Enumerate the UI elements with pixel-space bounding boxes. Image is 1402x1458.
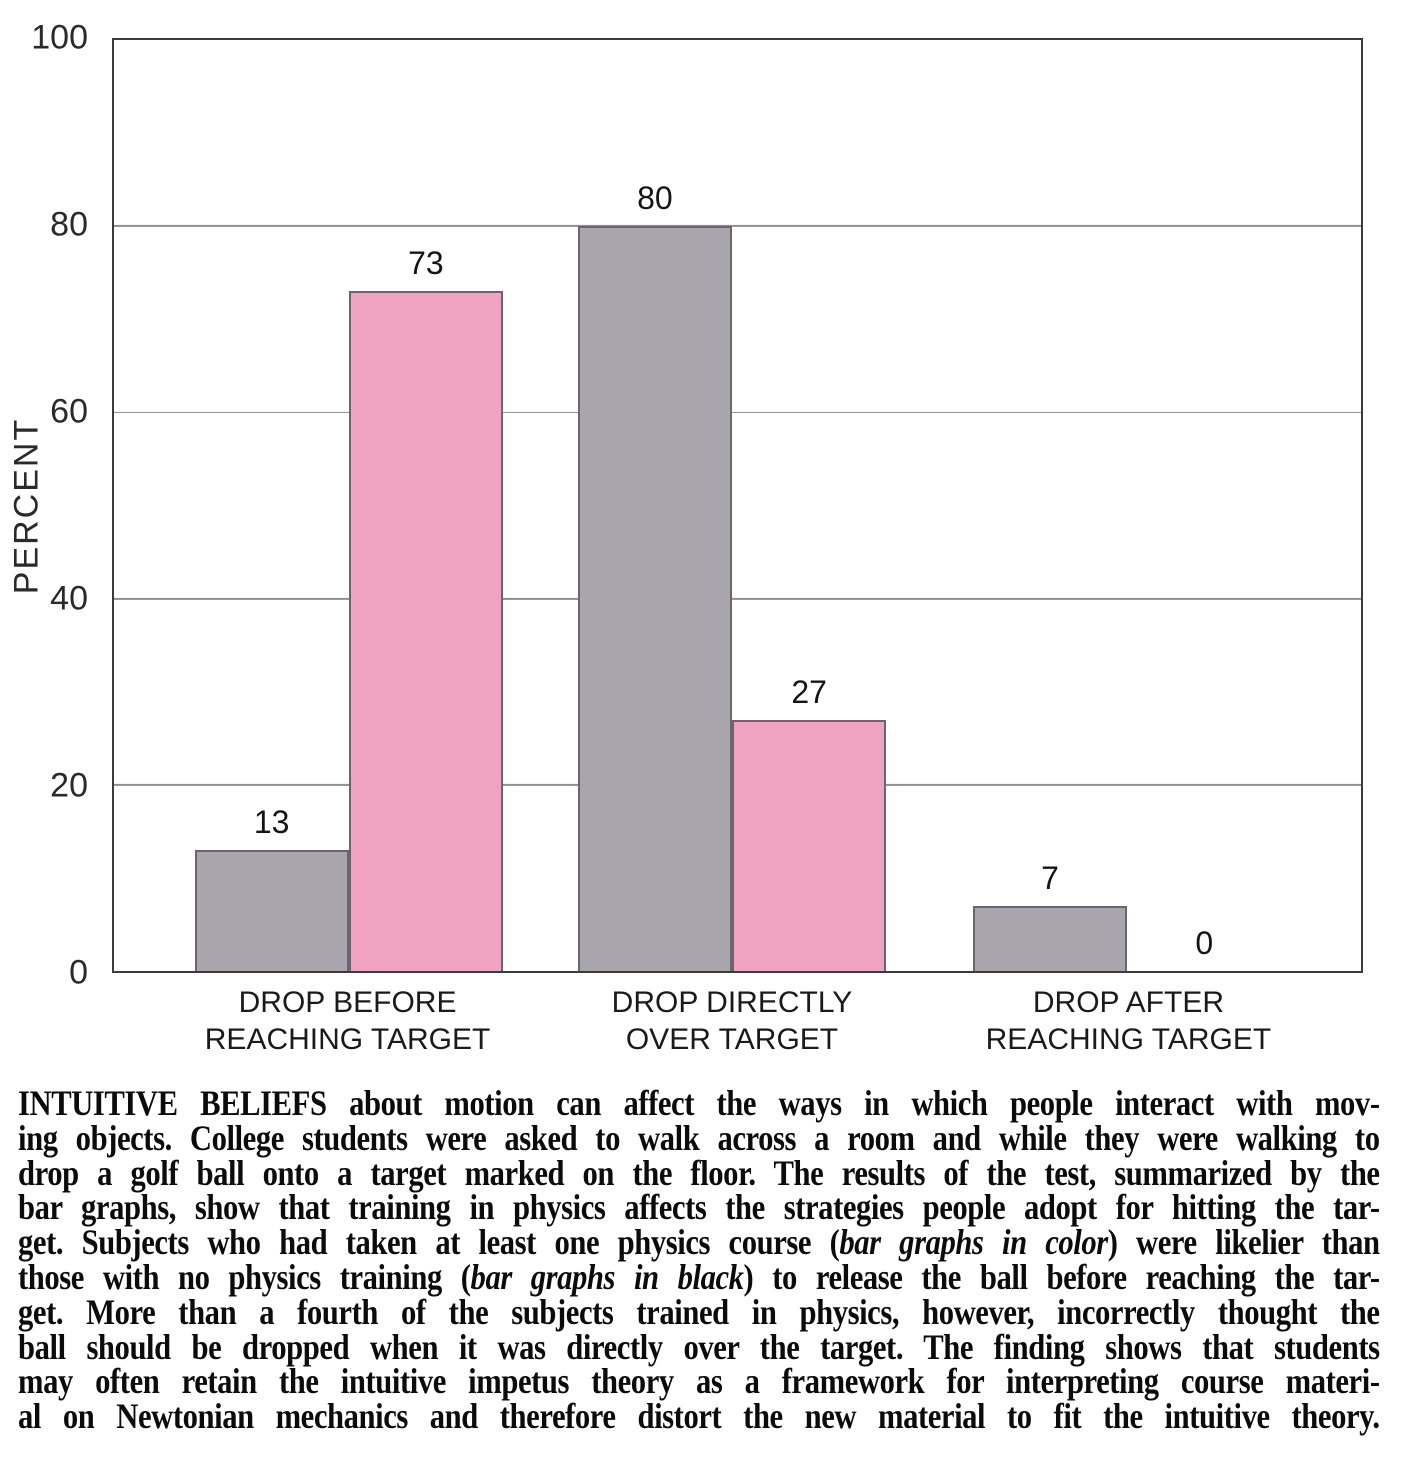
bar-color-group2 xyxy=(732,720,886,971)
gridline-60 xyxy=(114,412,1361,414)
value-label-color-group3: 0 xyxy=(1195,925,1214,961)
category-label-group1: DROP BEFORE REACHING TARGET xyxy=(204,986,491,1056)
y-tick-label-80: 80 xyxy=(50,205,88,244)
caption-line-2: ing objects. College students were asked to walk across a room and while they were walking to xyxy=(18,1117,1380,1158)
y-tick-label-0: 0 xyxy=(69,953,88,992)
plot-area xyxy=(112,38,1363,973)
value-label-color-group2: 27 xyxy=(791,673,827,710)
gridline-80 xyxy=(114,225,1361,227)
bar-black-group1 xyxy=(195,850,349,971)
y-tick-label-40: 40 xyxy=(50,579,88,618)
caption-line-9: may often retain the intuitive impetus theory as a framework for interpreting course materi- xyxy=(18,1361,1380,1402)
category-label-group3: DROP AFTER REACHING TARGET xyxy=(985,986,1272,1056)
y-axis-tick-labels xyxy=(0,18,98,992)
bar-color-group1 xyxy=(349,291,503,971)
y-axis-title: PERCENT xyxy=(7,417,46,595)
value-label-black-group1: 13 xyxy=(253,803,290,840)
caption-line-4: bar graphs, show that training in physics affects the strategies people adopt for hitting the tar- xyxy=(18,1187,1380,1228)
caption-line-8: ball should be dropped when it was directly over the target. The finding shows that students xyxy=(18,1326,1380,1367)
category-label-group2: DROP DIRECTLY OVER TARGET xyxy=(611,986,853,1056)
bar-black-group3 xyxy=(973,906,1127,971)
y-tick-label-100: 100 xyxy=(31,18,88,57)
y-tick-label-60: 60 xyxy=(50,392,88,431)
value-label-black-group2: 80 xyxy=(637,180,673,217)
value-label-color-group1: 73 xyxy=(408,245,444,282)
x-axis-category-labels xyxy=(112,984,1363,1074)
caption-line-6: those with no physics training (bar graphs in black) to release the ball before reaching the tar- xyxy=(18,1256,1380,1297)
bar-black-group2 xyxy=(578,226,732,971)
caption-line-10: al on Newtonian mechanics and therefore distort the new material to fit the intuitive theory. xyxy=(18,1396,1380,1437)
y-tick-label-20: 20 xyxy=(50,766,88,805)
caption-line-5: get. Subjects who had taken at least one physics course (bar graphs in color) were likelier than xyxy=(18,1222,1380,1263)
gridline-40 xyxy=(114,598,1361,600)
caption-line-1: INTUITIVE BELIEFS about motion can affect the ways in which people interact with mov- xyxy=(18,1083,1380,1123)
caption-line-7: get. More than a fourth of the subjects trained in physics, however, incorrectly thought the xyxy=(18,1291,1380,1332)
caption-line-3: drop a golf ball onto a target marked on the floor. The results of the test, summarized by the xyxy=(18,1152,1380,1193)
figure-caption xyxy=(18,1083,1380,1437)
value-label-black-group3: 7 xyxy=(1041,859,1059,896)
